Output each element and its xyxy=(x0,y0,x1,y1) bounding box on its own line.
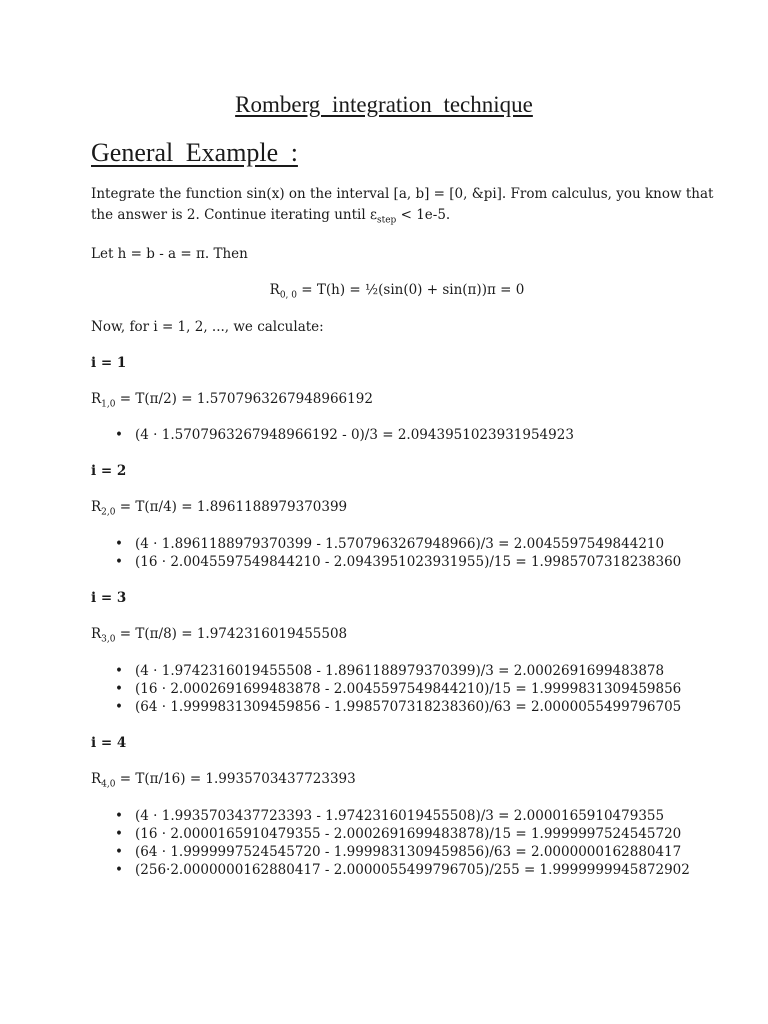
let-line: Let h = b - a = π. Then xyxy=(91,246,248,262)
bullet-icon: • xyxy=(115,826,123,842)
list-item: • (64 · 1.9999997524545720 - 1.9999831309459856)/63 = 2.0000000162880417 xyxy=(115,844,682,860)
bullet-icon: • xyxy=(115,844,123,860)
list-item: • (16 · 2.0002691699483878 - 2.0045597549844210)/15 = 1.9999831309459856 xyxy=(115,681,682,697)
bullet-icon: • xyxy=(115,427,123,443)
bullet-list xyxy=(91,426,574,444)
list-item: • (16 · 2.0045597549844210 - 2.0943951023931955)/15 = 1.9985707318238360 xyxy=(115,554,682,570)
bullet-list xyxy=(91,807,690,879)
list-item: • (16 · 2.0000165910479355 - 2.0002691699483878)/15 = 1.9999997524545720 xyxy=(115,826,682,842)
r-equation: $R_{3,0} = T(\pi/8) = 1.9742316019455508$ xyxy=(91,626,348,645)
r-equation: $R_{2,0} = T(\pi/4) = 1.8961188979370399$ xyxy=(91,499,348,518)
section-heading: General Example : xyxy=(91,138,298,167)
bullet-icon: • xyxy=(115,663,123,679)
r-equation: $R_{1,0} = T(\pi/2) = 1.5707963267948966192$ xyxy=(91,391,373,410)
intro-line-1: Integrate the function sin(x) on the interval [a, b] = [0, &pi]. From calculus, you know that xyxy=(91,186,714,202)
list-item: • (4 · 1.9742316019455508 - 1.8961188979370399)/3 = 2.0002691699483878 xyxy=(115,663,665,679)
page-title: Romberg integration technique xyxy=(235,92,533,117)
r-equation: $R_{4,0} = T(\pi/16) = 1.9935703437723393$ xyxy=(91,771,356,790)
bullet-icon: • xyxy=(115,554,123,570)
now-line: Now, for i = 1, 2, ..., we calculate: xyxy=(91,319,324,335)
bullet-icon: • xyxy=(115,862,123,878)
list-item: • (4 · 1.5707963267948966192 - 0)/3 = 2.0943951023931954923 xyxy=(115,427,574,443)
bullet-icon: • xyxy=(115,808,123,824)
bullet-list xyxy=(91,662,681,716)
list-item: • (4 · 1.9935703437723393 - 1.9742316019455508)/3 = 2.0000165910479355 xyxy=(115,808,665,824)
intro-line-2: the answer is 2. Continue iterating until $\varepsilon_{step} < 1e-5$. xyxy=(91,207,451,226)
iteration-label: i = 4 xyxy=(91,735,127,751)
iteration-label: i = 2 xyxy=(91,463,127,479)
bullet-icon: • xyxy=(115,536,123,552)
list-item: • (64 · 1.9999831309459856 - 1.9985707318238360)/63 = 2.0000055499796705 xyxy=(115,699,682,715)
list-item: • (4 · 1.8961188979370399 - 1.5707963267948966)/3 = 2.0045597549844210 xyxy=(115,536,665,552)
bullet-icon: • xyxy=(115,699,123,715)
bullet-list xyxy=(91,535,681,571)
iteration-label: i = 3 xyxy=(91,590,127,606)
bullet-icon: • xyxy=(115,681,123,697)
list-item: • (256·2.0000000162880417 - 2.0000055499796705)/255 = 1.9999999945872902 xyxy=(115,862,690,878)
r00-equation: $R_{0, 0} = T(h)$ = ½(sin(0) + sin(π))π = 0 xyxy=(269,282,525,301)
iteration-label: i = 1 xyxy=(91,355,127,371)
